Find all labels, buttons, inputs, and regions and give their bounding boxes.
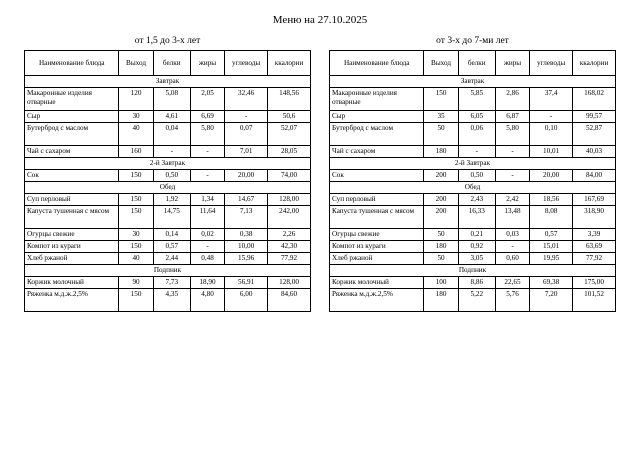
table-row bbox=[25, 289, 311, 312]
dish-carbs: 56,91 bbox=[225, 277, 268, 289]
dish-carbs: 0,57 bbox=[530, 229, 573, 241]
dish-protein: 0,14 bbox=[153, 229, 190, 241]
menu-table-block-1 bbox=[24, 36, 311, 312]
dish-name: Сыр bbox=[330, 111, 424, 123]
table-row bbox=[330, 88, 616, 111]
dish-fat: 2,42 bbox=[495, 194, 529, 206]
dish-name: Коржик молочный bbox=[25, 277, 119, 289]
dish-protein: 2,43 bbox=[458, 194, 495, 206]
menu-table-block-2 bbox=[329, 36, 616, 312]
table-row bbox=[330, 289, 616, 312]
col-header-protein: белки bbox=[458, 51, 495, 76]
table-row bbox=[25, 88, 311, 111]
dish-fat: - bbox=[495, 170, 529, 182]
meal-section-label: Завтрак bbox=[330, 76, 616, 88]
table-row bbox=[330, 277, 616, 289]
dish-calories: 3,39 bbox=[573, 229, 616, 241]
meal-section-label: Подпник bbox=[25, 265, 311, 277]
dish-fat: 2,86 bbox=[495, 88, 529, 111]
dish-calories: 63,69 bbox=[573, 241, 616, 253]
dish-name: Хлеб ржаной bbox=[25, 253, 119, 265]
page-title: Меню на 27.10.2025 bbox=[272, 14, 368, 26]
dish-calories: 128,00 bbox=[268, 194, 311, 206]
dish-protein: - bbox=[153, 146, 190, 158]
dish-fat: - bbox=[190, 170, 224, 182]
dish-fat: - bbox=[190, 146, 224, 158]
dish-protein: 4,35 bbox=[153, 289, 190, 312]
dish-protein: 14,75 bbox=[153, 206, 190, 229]
col-header-name: Наименование блюда bbox=[330, 51, 424, 76]
dish-protein: 1,92 bbox=[153, 194, 190, 206]
table-row bbox=[25, 111, 311, 123]
age-group-caption-2: от 3-х до 7-ми лет bbox=[436, 36, 509, 46]
dish-protein: 2,44 bbox=[153, 253, 190, 265]
table-row bbox=[25, 229, 311, 241]
dish-carbs: 18,56 bbox=[530, 194, 573, 206]
dish-calories: 148,56 bbox=[268, 88, 311, 111]
dish-protein: 4,61 bbox=[153, 111, 190, 123]
dish-carbs: 32,46 bbox=[225, 88, 268, 111]
dish-protein: 0,06 bbox=[458, 123, 495, 146]
dish-name: Бутерброд с маслом bbox=[330, 123, 424, 146]
dish-fat: 1,34 bbox=[190, 194, 224, 206]
dish-name: Коржик молочный bbox=[330, 277, 424, 289]
dish-calories: 40,03 bbox=[573, 146, 616, 158]
dish-name: Хлеб ржаной bbox=[330, 253, 424, 265]
dish-protein: 5,08 bbox=[153, 88, 190, 111]
dish-name: Ряженка м.д.ж.2,5% bbox=[330, 289, 424, 312]
dish-carbs: - bbox=[530, 111, 573, 123]
dish-fat: 13,48 bbox=[495, 206, 529, 229]
dish-fat: - bbox=[495, 146, 529, 158]
dish-protein: 0,50 bbox=[458, 170, 495, 182]
meal-section-label: Завтрак bbox=[25, 76, 311, 88]
dish-fat: - bbox=[190, 241, 224, 253]
dish-calories: 28,05 bbox=[268, 146, 311, 158]
dish-carbs: 14,67 bbox=[225, 194, 268, 206]
dish-carbs: - bbox=[225, 111, 268, 123]
meal-section-row bbox=[330, 76, 616, 88]
dish-output: 150 bbox=[119, 206, 153, 229]
dish-fat: 5,80 bbox=[190, 123, 224, 146]
meal-section-row bbox=[25, 76, 311, 88]
dish-calories: 52,87 bbox=[573, 123, 616, 146]
dish-fat: 2,05 bbox=[190, 88, 224, 111]
dish-protein: 0,57 bbox=[153, 241, 190, 253]
dish-calories: 74,00 bbox=[268, 170, 311, 182]
meal-section-label: Обед bbox=[25, 182, 311, 194]
dish-fat: 0,60 bbox=[495, 253, 529, 265]
dish-output: 50 bbox=[424, 253, 458, 265]
dish-calories: 77,92 bbox=[573, 253, 616, 265]
dish-name: Компот из кураги bbox=[25, 241, 119, 253]
dish-output: 100 bbox=[424, 277, 458, 289]
dish-carbs: 0,10 bbox=[530, 123, 573, 146]
dish-fat: 18,90 bbox=[190, 277, 224, 289]
dish-protein: 5,85 bbox=[458, 88, 495, 111]
dish-output: 50 bbox=[424, 229, 458, 241]
dish-calories: 2,26 bbox=[268, 229, 311, 241]
meal-section-label: Обед bbox=[330, 182, 616, 194]
dish-output: 150 bbox=[119, 194, 153, 206]
dish-calories: 175,00 bbox=[573, 277, 616, 289]
dish-calories: 84,00 bbox=[573, 170, 616, 182]
table-row bbox=[25, 146, 311, 158]
dish-output: 30 bbox=[119, 111, 153, 123]
col-header-fat: жиры bbox=[495, 51, 529, 76]
col-header-output: Выход bbox=[119, 51, 153, 76]
dish-carbs: 8,08 bbox=[530, 206, 573, 229]
dish-output: 40 bbox=[119, 123, 153, 146]
dish-calories: 318,90 bbox=[573, 206, 616, 229]
dish-protein: - bbox=[458, 146, 495, 158]
dish-calories: 101,52 bbox=[573, 289, 616, 312]
dish-output: 200 bbox=[424, 194, 458, 206]
menu-tables-container bbox=[24, 36, 616, 312]
dish-name: Огурцы свежие bbox=[330, 229, 424, 241]
table-row bbox=[25, 241, 311, 253]
dish-name: Капуста тушенная с мясом bbox=[330, 206, 424, 229]
col-header-protein: белки bbox=[153, 51, 190, 76]
meal-section-row bbox=[330, 158, 616, 170]
dish-fat: 0,02 bbox=[190, 229, 224, 241]
dish-output: 180 bbox=[424, 146, 458, 158]
dish-carbs: 0,38 bbox=[225, 229, 268, 241]
dish-carbs: 20,00 bbox=[225, 170, 268, 182]
dish-name: Сок bbox=[25, 170, 119, 182]
age-group-caption-1: от 1,5 до 3-х лет bbox=[134, 36, 201, 46]
dish-output: 180 bbox=[424, 241, 458, 253]
meal-section-row bbox=[330, 265, 616, 277]
col-header-output: Выход bbox=[424, 51, 458, 76]
dish-output: 30 bbox=[119, 229, 153, 241]
table-row bbox=[330, 123, 616, 146]
dish-output: 150 bbox=[119, 289, 153, 312]
table-header-1 bbox=[25, 51, 311, 76]
dish-fat: 5,80 bbox=[495, 123, 529, 146]
dish-calories: 42,30 bbox=[268, 241, 311, 253]
dish-output: 150 bbox=[424, 88, 458, 111]
dish-output: 50 bbox=[424, 123, 458, 146]
dish-calories: 52,07 bbox=[268, 123, 311, 146]
table-row bbox=[25, 206, 311, 229]
table-row bbox=[330, 170, 616, 182]
dish-carbs: 10,01 bbox=[530, 146, 573, 158]
dish-carbs: 6,00 bbox=[225, 289, 268, 312]
dish-fat: 0,03 bbox=[495, 229, 529, 241]
table-body-1 bbox=[25, 76, 311, 312]
dish-output: 180 bbox=[424, 289, 458, 312]
dish-carbs: 0,07 bbox=[225, 123, 268, 146]
dish-carbs: 7,20 bbox=[530, 289, 573, 312]
dish-fat: 4,80 bbox=[190, 289, 224, 312]
table-row bbox=[330, 194, 616, 206]
dish-protein: 3,05 bbox=[458, 253, 495, 265]
dish-output: 200 bbox=[424, 206, 458, 229]
meal-section-row bbox=[25, 182, 311, 194]
menu-table-2 bbox=[329, 50, 616, 312]
table-row bbox=[330, 229, 616, 241]
dish-calories: 167,69 bbox=[573, 194, 616, 206]
dish-fat: 6,87 bbox=[495, 111, 529, 123]
table-row bbox=[25, 253, 311, 265]
dish-output: 90 bbox=[119, 277, 153, 289]
dish-output: 160 bbox=[119, 146, 153, 158]
table-header-2 bbox=[330, 51, 616, 76]
table-body-2 bbox=[330, 76, 616, 312]
dish-calories: 84,60 bbox=[268, 289, 311, 312]
col-header-calories: ккалории bbox=[268, 51, 311, 76]
dish-name: Бутерброд с маслом bbox=[25, 123, 119, 146]
table-row bbox=[330, 111, 616, 123]
dish-name: Чай с сахаром bbox=[330, 146, 424, 158]
table-row bbox=[330, 241, 616, 253]
dish-calories: 168,02 bbox=[573, 88, 616, 111]
dish-carbs: 7,01 bbox=[225, 146, 268, 158]
col-header-calories: ккалории bbox=[573, 51, 616, 76]
dish-fat: 22,65 bbox=[495, 277, 529, 289]
dish-calories: 128,00 bbox=[268, 277, 311, 289]
table-row bbox=[25, 123, 311, 146]
dish-carbs: 15,01 bbox=[530, 241, 573, 253]
dish-name: Капуста тушенная с мясом bbox=[25, 206, 119, 229]
dish-name: Сыр bbox=[25, 111, 119, 123]
table-row bbox=[330, 146, 616, 158]
dish-carbs: 15,96 bbox=[225, 253, 268, 265]
dish-fat: 5,76 bbox=[495, 289, 529, 312]
dish-protein: 6,05 bbox=[458, 111, 495, 123]
meal-section-label: Подпник bbox=[330, 265, 616, 277]
dish-name: Макаронные изделия отварные bbox=[330, 88, 424, 111]
dish-protein: 5,22 bbox=[458, 289, 495, 312]
dish-carbs: 10,00 bbox=[225, 241, 268, 253]
meal-section-row bbox=[25, 158, 311, 170]
dish-fat: - bbox=[495, 241, 529, 253]
dish-carbs: 20,00 bbox=[530, 170, 573, 182]
dish-carbs: 19,95 bbox=[530, 253, 573, 265]
table-row bbox=[25, 170, 311, 182]
dish-carbs: 69,38 bbox=[530, 277, 573, 289]
dish-protein: 16,33 bbox=[458, 206, 495, 229]
dish-calories: 50,6 bbox=[268, 111, 311, 123]
meal-section-label: 2-й Завтрак bbox=[25, 158, 311, 170]
table-row bbox=[330, 253, 616, 265]
dish-name: Компот из кураги bbox=[330, 241, 424, 253]
dish-output: 150 bbox=[119, 241, 153, 253]
dish-name: Макаронные изделия отварные bbox=[25, 88, 119, 111]
table-header-row bbox=[330, 51, 616, 76]
dish-output: 200 bbox=[424, 170, 458, 182]
dish-output: 35 bbox=[424, 111, 458, 123]
table-row bbox=[25, 194, 311, 206]
dish-calories: 99,57 bbox=[573, 111, 616, 123]
dish-protein: 0,21 bbox=[458, 229, 495, 241]
dish-fat: 11,64 bbox=[190, 206, 224, 229]
dish-protein: 0,04 bbox=[153, 123, 190, 146]
dish-calories: 77,92 bbox=[268, 253, 311, 265]
dish-fat: 0,48 bbox=[190, 253, 224, 265]
dish-protein: 0,92 bbox=[458, 241, 495, 253]
dish-fat: 6,69 bbox=[190, 111, 224, 123]
dish-protein: 8,86 bbox=[458, 277, 495, 289]
dish-name: Ряженка м.д.ж.2,5% bbox=[25, 289, 119, 312]
meal-section-label: 2-й Завтрак bbox=[330, 158, 616, 170]
dish-protein: 7,73 bbox=[153, 277, 190, 289]
dish-output: 150 bbox=[119, 170, 153, 182]
table-header-row bbox=[25, 51, 311, 76]
dish-name: Чай с сахаром bbox=[25, 146, 119, 158]
dish-name: Суп перловый bbox=[25, 194, 119, 206]
col-header-fat: жиры bbox=[190, 51, 224, 76]
meal-section-row bbox=[330, 182, 616, 194]
dish-carbs: 37,4 bbox=[530, 88, 573, 111]
col-header-carbs: углеводы bbox=[225, 51, 268, 76]
dish-name: Огурцы свежие bbox=[25, 229, 119, 241]
col-header-carbs: углеводы bbox=[530, 51, 573, 76]
dish-calories: 242,00 bbox=[268, 206, 311, 229]
dish-protein: 0,50 bbox=[153, 170, 190, 182]
col-header-name: Наименование блюда bbox=[25, 51, 119, 76]
dish-name: Суп перловый bbox=[330, 194, 424, 206]
dish-carbs: 7,13 bbox=[225, 206, 268, 229]
table-row bbox=[330, 206, 616, 229]
dish-name: Сок bbox=[330, 170, 424, 182]
menu-table-1 bbox=[24, 50, 311, 312]
table-row bbox=[25, 277, 311, 289]
meal-section-row bbox=[25, 265, 311, 277]
dish-output: 40 bbox=[119, 253, 153, 265]
dish-output: 120 bbox=[119, 88, 153, 111]
